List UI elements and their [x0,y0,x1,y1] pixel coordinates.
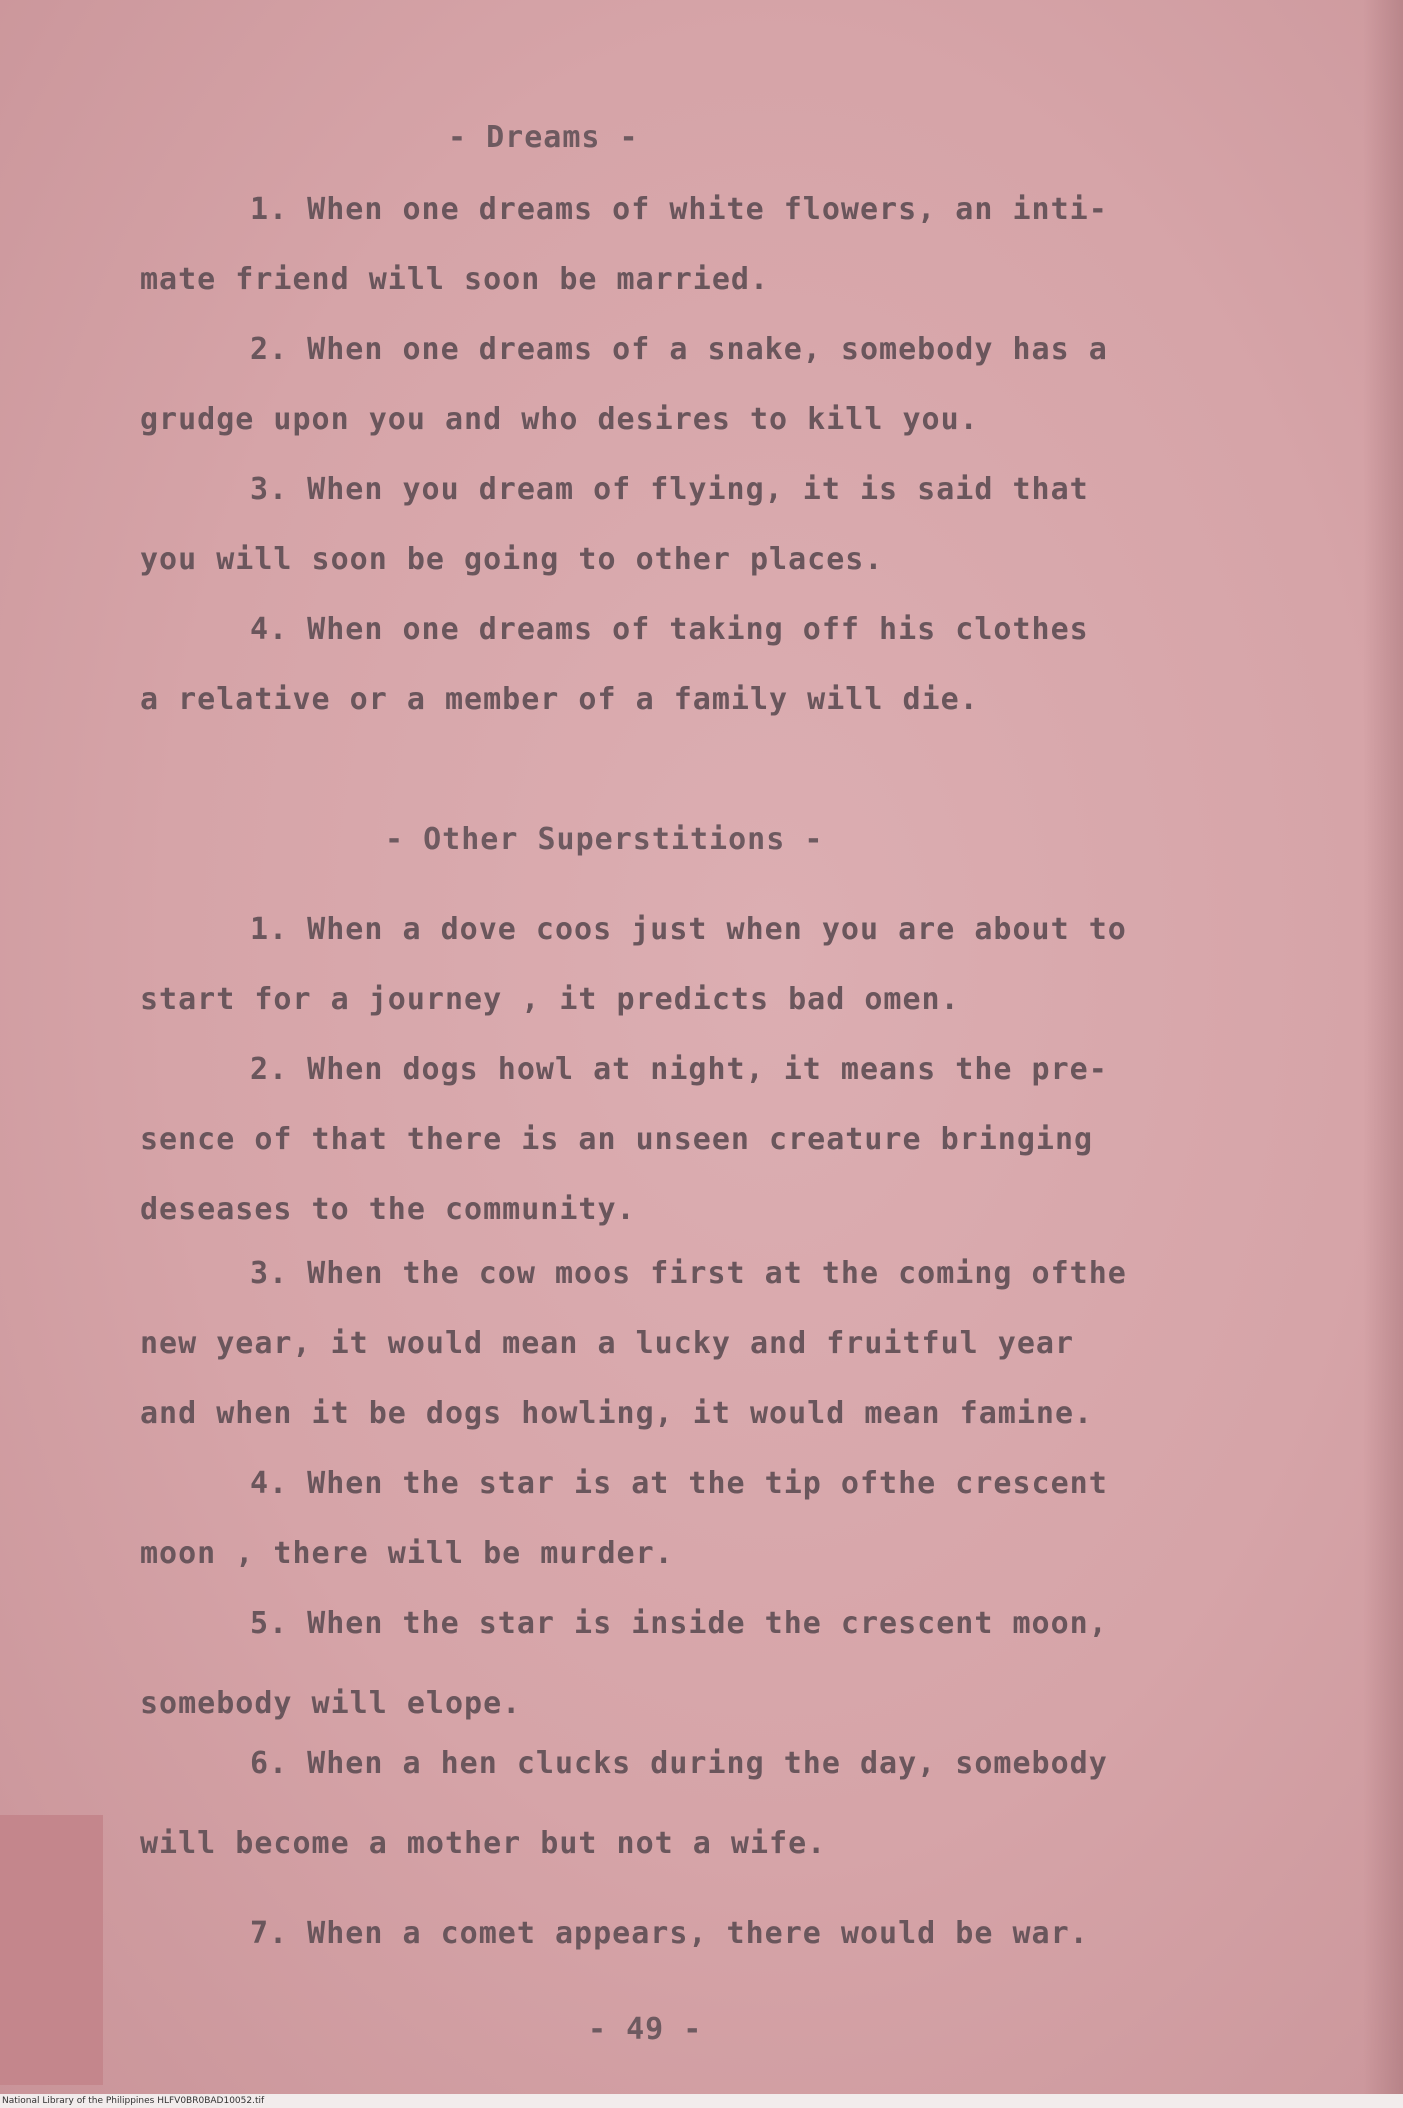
dream-4-line-2: a relative or a member of a family will die. [140,682,979,717]
edge-shadow [1363,0,1403,2108]
other-6-line-1: 6. When a hen clucks during the day, somebody [250,1746,1108,1781]
other-1-line-1: 1. When a dove coos just when you are about to [250,912,1127,947]
dream-4-line-1: 4. When one dreams of taking off his clothes [250,612,1089,647]
dream-2-line-1: 2. When one dreams of a snake, somebody has a [250,332,1108,367]
dream-3-line-2: you will soon be going to other places. [140,542,884,577]
other-2-line-1: 2. When dogs howl at night, it means the pre- [250,1052,1108,1087]
other-1-line-2: start for a journey , it predicts bad omen. [140,982,960,1017]
other-7-line-1: 7. When a comet appears, there would be war. [250,1916,1089,1951]
corner-strip [0,1815,103,2085]
archive-footer-label: National Library of the Philippines HLFV0BR0BAD10052.tif [0,2094,1403,2108]
dream-3-line-1: 3. When you dream of flying, it is said that [250,472,1089,507]
dream-1-line-2: mate friend will soon be married. [140,262,770,297]
section-heading-other: - Other Superstitions - [385,822,824,857]
other-6-line-2: will become a mother but not a wife. [140,1826,827,1861]
other-3-line-3: and when it be dogs howling, it would mean famine. [140,1396,1094,1431]
other-3-line-2: new year, it would mean a lucky and fruitful year [140,1326,1075,1361]
other-3-line-1: 3. When the cow moos first at the coming ofthe [250,1256,1127,1291]
other-4-line-1: 4. When the star is at the tip ofthe crescent [250,1466,1108,1501]
other-2-line-3: deseases to the community. [140,1192,636,1227]
page-number: - 49 - [588,2012,703,2047]
dream-1-line-1: 1. When one dreams of white flowers, an inti- [250,192,1108,227]
dream-2-line-2: grudge upon you and who desires to kill you. [140,402,979,437]
other-4-line-2: moon , there will be murder. [140,1536,674,1571]
other-5-line-1: 5. When the star is inside the crescent moon, [250,1606,1108,1641]
section-heading-dreams: - Dreams - [448,120,639,155]
other-5-line-2: somebody will elope. [140,1686,522,1721]
other-2-line-2: sence of that there is an unseen creature bringing [140,1122,1094,1157]
